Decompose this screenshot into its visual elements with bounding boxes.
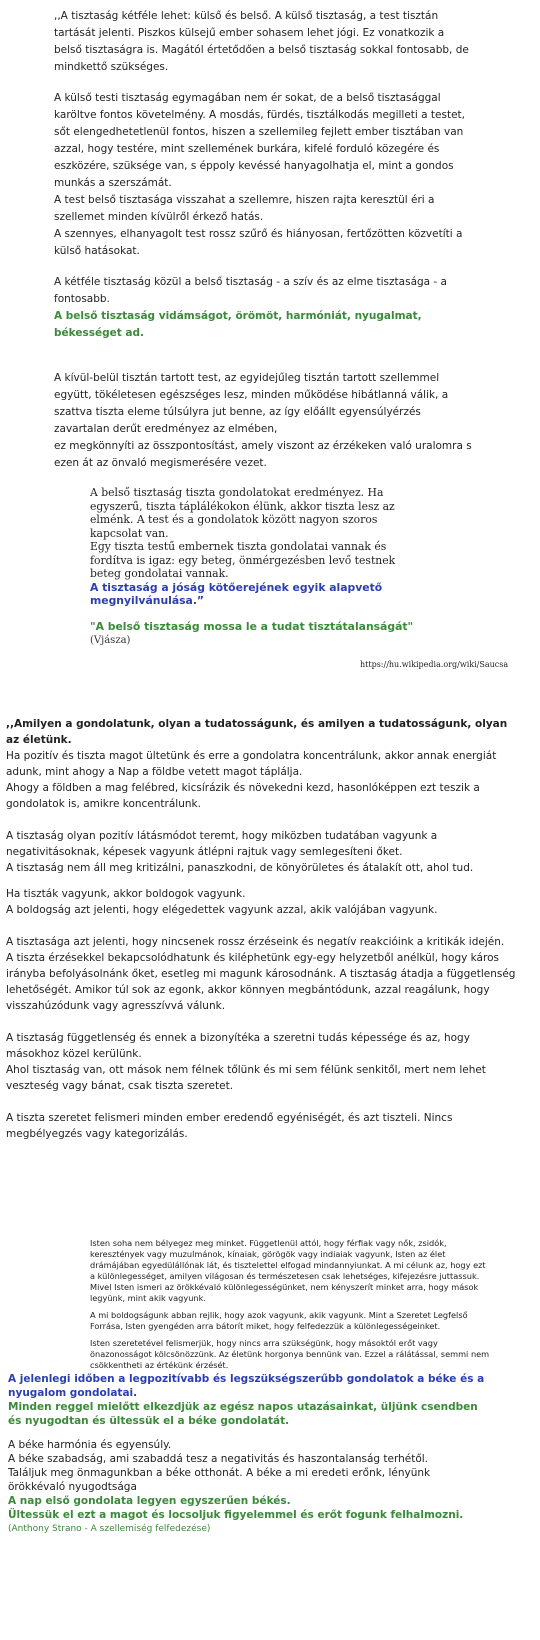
- paragraph: Ahogy a földben a mag felébred, kicsírázik és növekedni kezd, hasonlóképpen ezt teszik a gondolatok is, amikre koncentrálunk.: [6, 782, 480, 810]
- paragraph: Találjuk meg önmagunkban a béke otthonát. A béke a mi eredeti erőnk, lényünk örökkévaló nyugodtsága: [8, 1467, 431, 1493]
- paragraph: A kétféle tisztaság közül a belső tisztaság - a szív és az elme tisztasága - a fontosabb.: [54, 276, 447, 305]
- thoughts-section: [6, 716, 518, 1142]
- final-quote: [90, 620, 420, 648]
- paragraph: A boldogság azt jelenti, hogy elégedettek vagyunk azzal, akik valójában vagyunk.: [6, 904, 438, 916]
- paragraph: A tisztasága azt jelenti, hogy nincsenek rossz érzéseink és negatív reakcióink a kritikák idején.: [6, 936, 505, 948]
- quote-block: [90, 486, 420, 648]
- paragraph: A tiszta érzésekkel bekapcsolódhatunk és kiléphetünk egy-egy helyzetből anélkül, hogy káros irányba befolyásolnánk őket, esetleg mi magunk károsodnánk. A tisztaság átadja a függetlenség lehetőségét. Amikor túl sok az egonk, akkor könnyen megbántódunk, azzal reagálunk, hogy visszahúzódunk vagy agresszívvá válunk.: [6, 952, 516, 1012]
- paragraph: A tisztaság nem áll meg kritizálni, panaszkodni, de könyörületes és átalakít ott, ahol tud.: [6, 862, 474, 874]
- small-paragraph: Isten soha nem bélyegez meg minket. Függetlenül attól, hogy férfiak vagy nők, zsidók, keresztények vagy muzulmánok, kínaiak, görögök vagy indiaiak vagyunk, Isten az élet drámájában egyedülállónak lát, és tisztelettel elfogad mindannyiunkat. A mi célunk az, hogy ezt a különlegességet, amilyen világosan és természetesen csak lehetséges, kifejezésre juttassuk.: [90, 1238, 486, 1281]
- god-section: [90, 1238, 490, 1371]
- small-paragraph: A mi boldogságunk abban rejlik, hogy azok vagyunk, akik vagyunk. Mint a Szeretet Legfelső Forrása, Isten gyengéden arra bátorít miket, hogy felfedezzük a különlegességeinket.: [90, 1310, 468, 1331]
- paragraph: A külső testi tisztaság egymagában nem ér sokat, de a belső tisztasággal karöltve fontos követelmény. A mosdás, fürdés, tisztálkodás megilleti a testet, sőt elengedhetetlenül fontos, hiszen a szellemileg fejlett ember tisztában van azzal, hogy testére, mint szellemének burkára, kifelé forduló közegére és eszközére, szüksége van, s éppoly kevéssé hanyagolhatja el, mint a gondos munkás a szerszámát.: [54, 92, 465, 189]
- section-heading: ,,Amilyen a gondolatunk, olyan a tudatosságunk, és amilyen a tudatosságunk, olyan az életünk.: [6, 718, 508, 746]
- final-quote-text: "A belső tisztaság mossa le a tudat tisztátalanságát": [90, 619, 414, 633]
- signature: (Anthony Strano - A szellemiség felfedezése): [8, 1524, 211, 1534]
- paragraph: A tiszta szeretet felismeri minden ember eredendő egyéniségét, és azt tiszteli. Nincs megbélyegzés vagy kategorizálás.: [6, 1112, 453, 1140]
- paragraph: A test belső tisztasága visszahat a szellemre, hiszen rajta keresztül éri a szellemet minden kívülről érkező hatás.: [54, 194, 435, 223]
- small-paragraph: Isten szeretetével felismerjük, hogy nincs arra szükségünk, hogy másoktól erőt vagy önazonosságot kölcsönözzünk. Az életünk horgonya bennünk van. Ezzel a rálátással, semmi nem csökkentheti az értékünk érzését.: [90, 1338, 490, 1370]
- paragraph: Ha tiszták vagyunk, akkor boldogok vagyunk.: [6, 888, 246, 900]
- peace-section: [8, 1372, 488, 1536]
- highlight-green: Ültessük el ezt a magot és locsoljuk figyelemmel és erőt fogunk felhalmozni.: [8, 1509, 464, 1521]
- highlight-green: A belső tisztaság vidámságot, örömöt, harmóniát, nyugalmat, békességet ad.: [54, 310, 422, 339]
- quote-paragraph: A belső tisztaság tiszta gondolatokat eredményez. Ha egyszerű, tiszta táplálékokon élünk, akkor tiszta lesz az elménk. A test és a gondolatok között nagyon szoros kapcsolat van.: [90, 486, 395, 540]
- source-url[interactable]: https://hu.wikipedia.org/wiki/Saucsa: [360, 660, 509, 669]
- quote-paragraph: Egy tiszta testű embernek tiszta gondolatai vannak és fordítva is igaz: egy beteg, önmérgezésben levő testnek beteg gondolatai vannak.: [90, 540, 396, 580]
- highlight-blue: A tisztaság a jóság kötőerejének egyik alapvető megnyilvánulása.”: [90, 580, 383, 607]
- paragraph: A szennyes, elhanyagolt test rossz szűrő és hiányosan, fertőzötten közvetíti a külső hatásokat.: [54, 228, 463, 257]
- paragraph: ez megkönnyíti az összpontosítást, amely viszont az érzékeken való uralomra s ezen át az önvaló megismerésére vezet.: [54, 440, 472, 469]
- paragraph: A béke harmónia és egyensúly.: [8, 1439, 172, 1451]
- small-paragraph: Mivel Isten ismeri az örökkévaló különlegességünket, nem kényszerít minket arra, hogy mások legyünk, mint akik vagyunk.: [90, 1282, 479, 1303]
- highlight-blue: A jelenlegi időben a legpozitívabb és legszükségszerűbb gondolatok a béke és a nyugalom gondolatai.: [8, 1373, 485, 1399]
- highlight-green: Minden reggel mielőtt elkezdjük az egész napos utazásainkat, üljünk csendben és nyugodtan és ültessük el a béke gondolatát.: [8, 1401, 478, 1427]
- paragraph: Ahol tisztaság van, ott mások nem félnek tőlünk és mi sem félünk senkitől, mert nem lehet veszteség vagy bánat, csak tiszta szeretet.: [6, 1064, 486, 1092]
- paragraph: A tisztaság függetlenség és ennek a bizonyítéka a szeretni tudás képessége és az, hogy másokhoz közel kerülünk.: [6, 1032, 470, 1060]
- paragraph: ,,A tisztaság kétféle lehet: külső és belső. A külső tisztaság, a test tisztán tartását jelenti. Piszkos külsejű ember sohasem lehet jógi. Ez vonatkozik a belső tisztaságra is. Magától értetődően a belső tisztaság sokkal fontosabb, de mindkettő szükséges.: [54, 10, 469, 73]
- paragraph: A béke szabadság, ami szabaddá tesz a negativitás és haszontalanság terhétől.: [8, 1453, 429, 1465]
- yoga-purity-section: [54, 8, 474, 472]
- paragraph: A tisztaság olyan pozitív látásmódot teremt, hogy miközben tudatában vagyunk a negativitásoknak, képesek vagyunk átlépni rajtuk vagy semlegesíteni őket.: [6, 830, 438, 858]
- paragraph: A kívül-belül tisztán tartott test, az egyidejűleg tisztán tartott szellemmel együtt, tökéletesen egészséges lesz, minden működése hibátlanná válik, a szattva tiszta eleme túlsúlyra jut benne, az így előállt egyensúlyérzés zavartalan derűt eredményez az elmében,: [54, 372, 449, 435]
- highlight-green: A nap első gondolata legyen egyszerűen békés.: [8, 1495, 291, 1507]
- quote-source: (Vjásza): [90, 635, 131, 646]
- paragraph: Ha pozitív és tiszta magot ültetünk és erre a gondolatra koncentrálunk, akkor annak energiát adunk, mint ahogy a Nap a földbe vetett magot táplálja.: [6, 750, 497, 778]
